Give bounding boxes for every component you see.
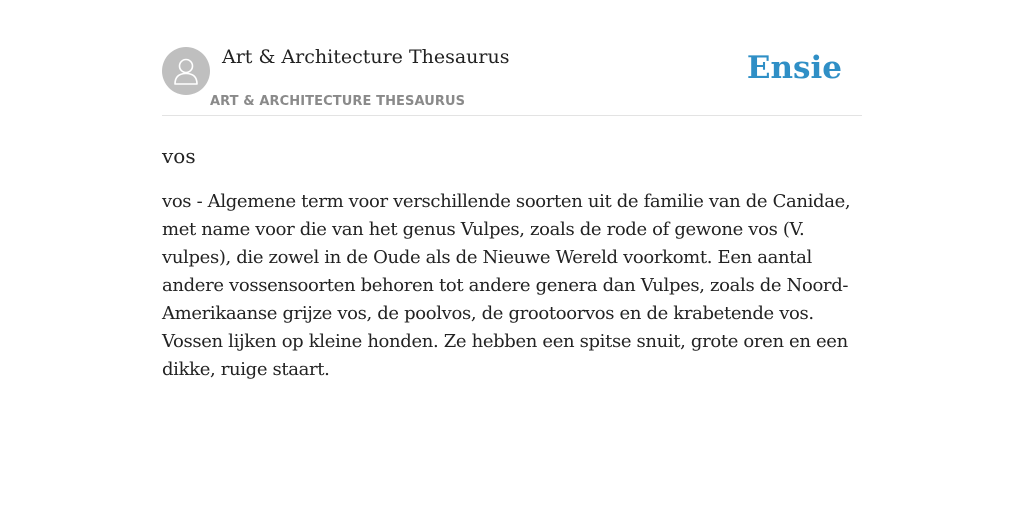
user-icon: [172, 56, 200, 86]
avatar[interactable]: [162, 47, 210, 95]
author-name[interactable]: Art & Architecture Thesaurus: [222, 46, 510, 68]
ensie-logo[interactable]: Ensie: [746, 50, 842, 86]
term-definition: vos - Algemene term voor verschillende soorten uit de familie van de Canidae, met name voor die van het genus Vulpes, zoals de rode of gewone vos (V. vulpes), die zowel in de Oude als de Nieuwe Wereld voorkomt. Een aantal andere vossensoorten behoren tot andere genera dan Vulpes, zoals de Noord-Amerikaanse grijze vos, de poolvos, de grootoorvos en de krabetende vos. Vossen lijken op kleine honden. Ze hebben een spitse snuit, grote oren en een dikke, ruige staart.: [162, 191, 851, 380]
source-label[interactable]: ART & ARCHITECTURE THESAURUS: [210, 94, 466, 109]
entry-container: [162, 46, 862, 384]
term-title: vos: [162, 144, 196, 168]
entry-header: [162, 46, 862, 116]
